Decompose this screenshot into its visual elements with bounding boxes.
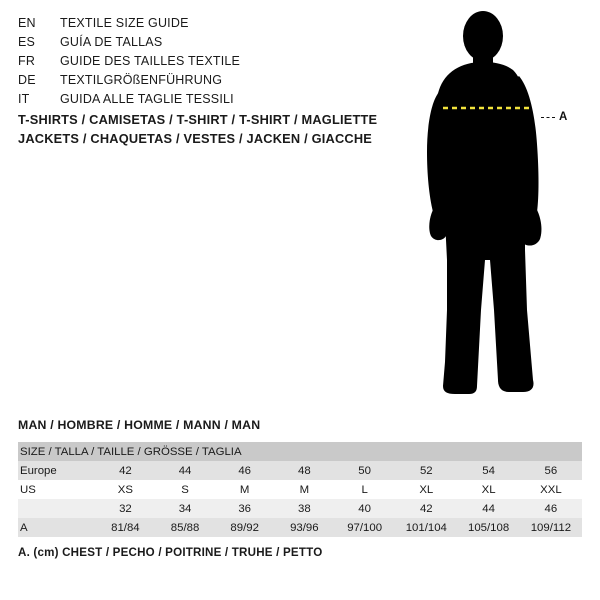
language-row <box>18 35 398 54</box>
category-jackets: JACKETS / CHAQUETAS / VESTES / JACKEN / GIACCHE <box>18 131 373 146</box>
table-row <box>18 518 582 537</box>
language-text: TEXTILE SIZE GUIDE <box>60 16 189 30</box>
table-cell: 54 <box>457 461 519 480</box>
table-cell: 97/100 <box>334 518 395 537</box>
table-cell: 89/92 <box>215 518 275 537</box>
table-cell: 46 <box>520 499 582 518</box>
language-code: IT <box>18 92 30 106</box>
table-row <box>18 480 582 499</box>
table-cell: L <box>334 480 395 499</box>
table-row <box>18 499 582 518</box>
language-row <box>18 54 398 73</box>
table-cell: 36 <box>215 499 275 518</box>
language-text: GUIDE DES TAILLES TEXTILE <box>60 54 241 68</box>
table-cell: 34 <box>155 499 215 518</box>
table-cell: XS <box>96 480 156 499</box>
table-cell: 40 <box>334 499 395 518</box>
footnote-chest-measure: A. (cm) CHEST / PECHO / POITRINE / TRUHE / PETTO <box>18 546 323 559</box>
table-cell: 81/84 <box>96 518 156 537</box>
language-code: FR <box>18 54 36 68</box>
table-cell: XXL <box>520 480 582 499</box>
table-section-title: MAN / HOMBRE / HOMME / MANN / MAN <box>18 418 261 432</box>
language-row <box>18 73 398 92</box>
table-cell: M <box>215 480 275 499</box>
table-cell: 105/108 <box>457 518 519 537</box>
table-cell: 109/112 <box>520 518 582 537</box>
measure-label-a: A <box>559 111 568 123</box>
language-code: EN <box>18 16 36 30</box>
table-cell: 44 <box>457 499 519 518</box>
language-list <box>18 16 398 111</box>
row-label <box>18 499 96 518</box>
table-cell: 93/96 <box>275 518 335 537</box>
table-cell: 38 <box>275 499 335 518</box>
size-table <box>18 442 582 537</box>
row-label: Europe <box>18 461 96 480</box>
table-cell: 42 <box>395 499 457 518</box>
table-header-row <box>18 442 582 461</box>
table-cell: M <box>275 480 335 499</box>
table-cell: 52 <box>395 461 457 480</box>
table-cell: 85/88 <box>155 518 215 537</box>
measure-pointer-dash <box>541 117 555 118</box>
table-header-label: SIZE / TALLA / TAILLE / GRÖSSE / TAGLIA <box>18 442 582 461</box>
row-label: A <box>18 518 96 537</box>
language-code: DE <box>18 73 36 87</box>
row-label: US <box>18 480 96 499</box>
table-cell: 44 <box>155 461 215 480</box>
language-text: GUIDA ALLE TAGLIE TESSILI <box>60 92 234 106</box>
table-cell: 46 <box>215 461 275 480</box>
silhouette-icon <box>395 10 595 410</box>
table-row <box>18 461 582 480</box>
language-text: TEXTILGRÖßENFÜHRUNG <box>60 73 223 87</box>
table-cell: 56 <box>520 461 582 480</box>
language-row <box>18 16 398 35</box>
table-cell: XL <box>457 480 519 499</box>
table-cell: S <box>155 480 215 499</box>
language-text: GUÍA DE TALLAS <box>60 35 163 49</box>
language-row <box>18 92 398 111</box>
category-tshirts: T-SHIRTS / CAMISETAS / T-SHIRT / T-SHIRT / MAGLIETTE <box>18 112 378 127</box>
table-cell: 48 <box>275 461 335 480</box>
language-code: ES <box>18 35 36 49</box>
category-headings <box>18 110 418 148</box>
table-cell: 32 <box>96 499 156 518</box>
table-cell: 42 <box>96 461 156 480</box>
table-cell: XL <box>395 480 457 499</box>
table-cell: 50 <box>334 461 395 480</box>
table-cell: 101/104 <box>395 518 457 537</box>
male-silhouette-figure <box>395 10 595 410</box>
